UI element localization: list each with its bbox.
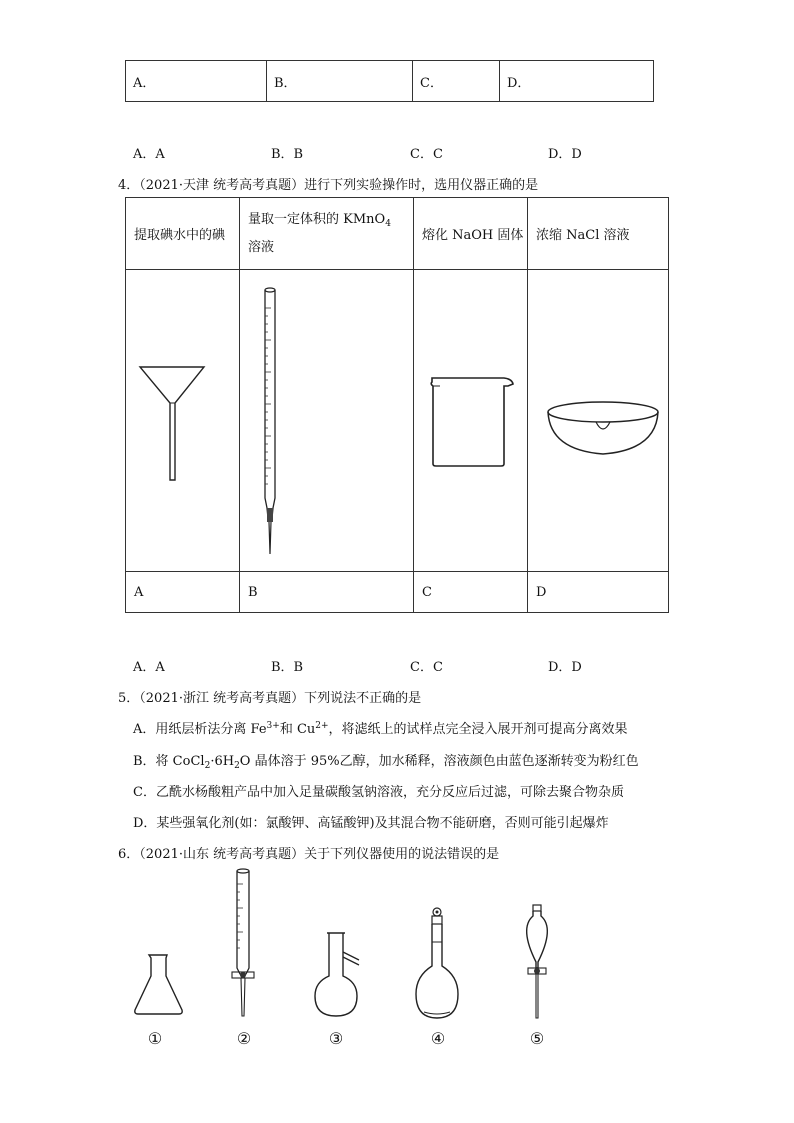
q4-option-b[interactable]: B．B	[271, 660, 304, 675]
q3-cell-a: A．	[126, 61, 267, 102]
q5-heading	[118, 687, 421, 706]
q4-header-1: 提取碘水中的碘	[126, 198, 240, 270]
q4-label-a: A	[126, 572, 240, 613]
q4-options	[133, 656, 693, 675]
q5-number: 5．	[118, 691, 140, 706]
q4-header-3: 熔化 NaOH 固体	[414, 198, 528, 270]
q6-number: 6．	[118, 847, 140, 862]
q5-option-a-post: ，将滤纸上的试样点完全浸入展开剂可提高分离效果	[328, 722, 628, 737]
q4-source: （2021·天津 统考高考真题）	[139, 178, 305, 193]
q3-cell-d: D．	[500, 61, 654, 102]
q6-source: （2021·山东 统考高考真题）	[139, 847, 305, 862]
q4-option-c[interactable]: C．C	[410, 660, 443, 675]
distilling-flask-icon	[314, 932, 362, 1020]
separatory-funnel-icon	[516, 904, 558, 1022]
funnel-icon	[138, 366, 208, 484]
q5-option-a-sup1: 3+	[266, 721, 280, 731]
q5-option-b-text: B．将 CoCl	[133, 754, 205, 769]
q6-number-2: ②	[236, 1029, 252, 1048]
q3-option-d[interactable]: D．D	[548, 147, 582, 162]
q4-header-2	[240, 198, 414, 270]
q3-option-c[interactable]: C．C	[410, 147, 443, 162]
q6-number-1: ①	[147, 1029, 163, 1048]
q5-option-d[interactable]: D．某些强氧化剂(如：氯酸钾、高锰酸钾)及其混合物不能研磨，否则可能引起爆炸	[133, 816, 609, 831]
q4-header-4: 浓缩 NaCl 溶液	[528, 198, 669, 270]
q5-option-b-sub1: 2	[204, 761, 211, 771]
q4-header-2-text: 量取一定体积的 KMnO	[248, 212, 386, 227]
q5-option-a-text: A．用纸层析法分离 Fe	[133, 722, 267, 737]
q5-option-b-mid: ·6H	[210, 754, 235, 769]
q4-label-c: C	[414, 572, 528, 613]
q3-cell-c: C．	[413, 61, 500, 102]
q4-number: 4．	[118, 178, 140, 193]
evaporating-dish-icon	[546, 400, 662, 458]
q4-label-d: D	[528, 572, 669, 613]
q5-option-c[interactable]: C．乙酰水杨酸粗产品中加入足量碳酸氢钠溶液，充分反应后过滤，可除去聚合物杂质	[133, 785, 624, 800]
conical-flask-icon	[133, 954, 185, 1016]
q4-stem: 进行下列实验操作时，选用仪器正确的是	[304, 178, 539, 193]
q5-option-b-post: O 晶体溶于 95%乙醇，加水稀释，溶液颜色由蓝色逐渐转变为粉红色	[239, 754, 639, 769]
q5-option-b[interactable]	[133, 750, 639, 771]
q4-header-2-line2: 溶液	[248, 240, 275, 255]
burette-icon	[260, 286, 282, 558]
q6-number-3: ③	[328, 1029, 344, 1048]
beaker-icon	[428, 376, 516, 468]
q4-option-a[interactable]: A．A	[133, 660, 165, 675]
q3-option-table	[125, 60, 654, 102]
q3-option-a[interactable]: A．A	[133, 147, 165, 162]
q6-number-4: ④	[430, 1029, 446, 1048]
q4-option-d[interactable]: D．D	[548, 660, 582, 675]
q4-header-2-subscript: 4	[385, 219, 391, 229]
q6-stem: 关于下列仪器使用的说法错误的是	[304, 847, 500, 862]
q3-options	[133, 143, 693, 162]
q4-heading	[118, 174, 538, 193]
q5-source: （2021·浙江 统考高考真题）	[139, 691, 305, 706]
q3-cell-b: B．	[267, 61, 413, 102]
q6-number-5: ⑤	[529, 1029, 545, 1048]
volumetric-flask-icon	[414, 906, 462, 1022]
q3-option-b[interactable]: B．B	[271, 147, 304, 162]
q5-option-a-mid: 和 Cu	[279, 722, 316, 737]
acid-burette-icon	[226, 868, 262, 1020]
q5-option-a[interactable]	[133, 718, 628, 737]
q4-label-b: B	[240, 572, 414, 613]
q6-heading	[118, 843, 499, 862]
q5-option-a-sup2: 2+	[315, 721, 329, 731]
q5-stem: 下列说法不正确的是	[304, 691, 422, 706]
q5-option-b-sub2: 2	[234, 761, 240, 771]
